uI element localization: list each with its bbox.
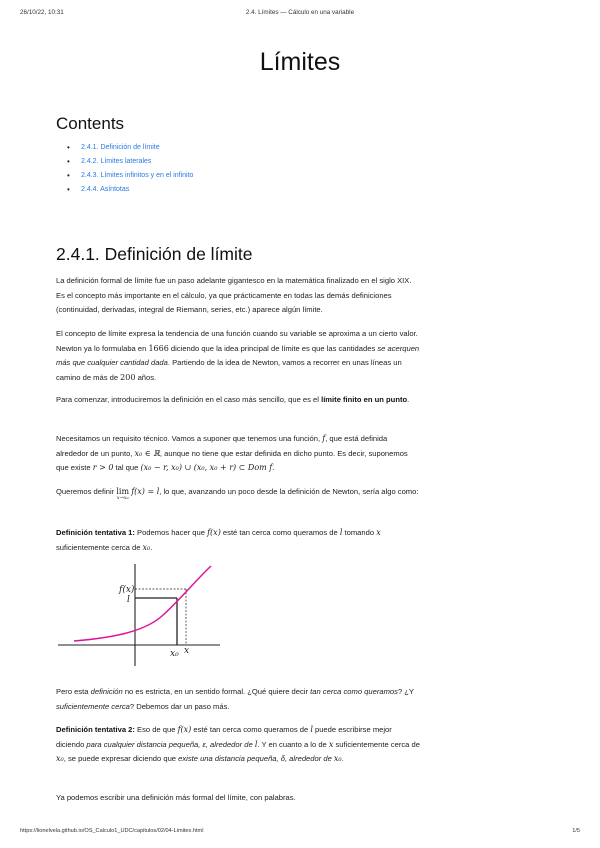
limit-graph [56,558,226,670]
toc-link-definicion[interactable]: 2.4.1. Definición de límite [81,144,160,151]
contents-heading: Contents [56,114,125,133]
limit-expression: lim x→x₀ [116,487,130,501]
paragraph-newton: El concepto de límite expresa la tendencia de una función cuando su variable se aproxima a un cierto valor. Newton ya lo formulaba en 1666 diciendo que la idea principal de límite es que las cantidades se acerquen más que cualquier cantidad dada. Partiendo de la idea de Newton, vamos a recorrer en unas líneas un camino de más de 200 años. [56,329,420,382]
label-x0: x₀ [170,649,179,659]
paragraph-no-estricta: Pero esta definición no es estricta, en un sentido formal. ¿Qué quiere decir tan cerca como queramos? ¿Y suficientemente cerca? Debemos dar un paso más. [56,687,414,711]
paragraph-intro: La definición formal de límite fue un paso adelante gigantesco en la matemática finalizado en el siglo XIX. Es el concepto más importante en el cálculo, ya que prácticamente en todas las demás definiciones (continuidad, derivadas, integral de Riemann, series, etc.) aparece algún límite. [56,276,412,315]
toc-link-laterales[interactable]: 2.4.2. Límites laterales [81,158,152,165]
label-l: l [127,595,130,605]
print-url: https://lionelvela.github.io/OS_Calculo1_UDC/capitulos/02/04-Limites.html [20,828,204,834]
page-title: Límites [259,48,341,76]
paragraph-requisito: Necesitamos un requisito técnico. Vamos a suponer que tenemos una función, f, que está definida alrededor de un punto, x₀ ∈ ℝ, aunque no tiene que estar definida en dicho punto. Es decir, suponemos que existe r > 0 tal que (x₀ − r, x₀) ∪ (x₀, x₀ + r) ⊂ Dom f. [56,434,408,473]
toc-link-asintotas[interactable]: 2.4.4. Asíntotas [81,186,130,193]
paragraph-comenzar: Para comenzar, introduciremos la definición en el caso más sencillo, que es el límite finito en un punto. [56,395,410,404]
table-of-contents [67,143,193,199]
definition-tentative-2: Definición tentativa 2: Eso de que f(x) esté tan cerca como queramos de l puede escribirse mejor diciendo para cualquier distancia pequeña, ε, alrededor de l. Y en cuanto a lo de x suficientemente cerca de x₀, se puede expresar diciendo que existe una distancia pequeña, δ, alrededor de x₀. [56,725,420,764]
label-x: x [184,646,190,656]
section-heading: 2.4.1. Definición de límite [56,244,253,264]
print-title: 2.4. Límites — Cálculo en una variable [245,9,355,16]
label-fx: f(x) [119,585,135,595]
toc-item [67,157,193,171]
definition-tentative-1: Definición tentativa 1: Podemos hacer que f(x) esté tan cerca como queramos de l tomando x suficientemente cerca de x₀. [56,528,381,552]
toc-link-infinitos[interactable]: 2.4.3. Límites infinitos y en el infinito [81,172,194,179]
toc-item [67,143,193,157]
toc-item [67,171,193,185]
paragraph-formal: Ya podemos escribir una definición más formal del límite, con palabras. [56,793,296,802]
toc-item [67,185,193,199]
print-date: 26/10/22, 10:31 [20,9,64,16]
function-curve [74,566,211,641]
page-number: 1/5 [572,828,580,834]
paragraph-queremos: Queremos definir lim x→x₀ f(x) = l, lo que, avanzando un poco desde la definición de Newton, sería algo como: [56,487,419,501]
